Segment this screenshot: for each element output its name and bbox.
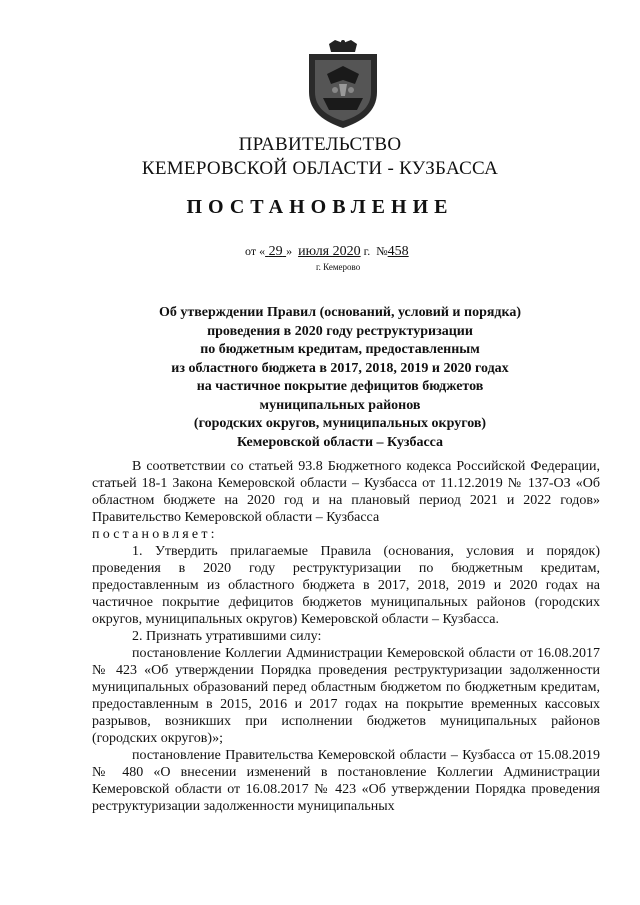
number-prefix: № [376, 244, 388, 258]
date-mid: » [286, 244, 293, 258]
title-line: по бюджетным кредитам, предоставленным [200, 342, 480, 357]
title-line: (городских округов, муниципальных округов) [193, 416, 487, 431]
title-line: на частичное покрытие дефицитов бюджетов [196, 379, 484, 394]
body-paragraph-preamble: В соответствии со статьей 93.8 Бюджетного кодекса Российской Федерации, статьей 18-1 Закона Кемеровской области – Кузбасса от 11.12.2019 № 137-ОЗ «Об областном бюджете на 2020 год и на плановый период 2021 и 2022 годов» Правительство Кемеровской области – Кузбасса [92, 459, 600, 525]
body-paragraph-repealed-2: постановление Правительства Кемеровской области – Кузбасса от 15.08.2019 № 480 «О внесении изменений в постановление Коллегии Администрации Кемеровской области от 16.08.2017 № 423 «Об утверждении Порядка проведения реструктуризации задолженности муниципальных [92, 748, 600, 814]
title-line: муниципальных районов [259, 397, 421, 413]
title-line: Кемеровской области – Кузбасса [236, 434, 444, 450]
title-line: из областного бюджета в 2017, 2018, 2019 и 2020 годах [171, 360, 509, 376]
document-type-heading: ПОСТАНОВЛЕНИЕ [186, 196, 454, 218]
date-month: июля 2020 [298, 244, 361, 259]
date-prefix: от « [245, 244, 266, 258]
document-body [92, 458, 600, 815]
date-day: 29 [268, 244, 283, 259]
government-name-line1: ПРАВИТЕЛЬСТВО [238, 134, 402, 155]
date-year-suffix: г. [363, 244, 371, 258]
city-label: г. Кемерово [316, 262, 361, 272]
document-number: 458 [387, 244, 409, 259]
body-paragraph-item2: 2. Признать утратившими силу: [132, 629, 322, 644]
body-paragraph-item1: 1. Утвердить прилагаемые Правила (основания, условия и порядок) проведения в 2020 году реструктуризации по бюджетным кредитам, предоставленным из областного бюджета в 2017, 2018, 2019 и 2020 годах на частичное покрытие дефицитов бюджетов муниципальных районов (городских округов, муниципальных округов) Кемеровской области – Кузбасса. [92, 544, 600, 627]
document-title [110, 304, 570, 452]
date-number-line [245, 244, 409, 260]
title-line: Об утверждении Правил (оснований, условий и порядка) [158, 305, 522, 320]
body-paragraph-repealed-1: постановление Коллегии Администрации Кемеровской области от 16.08.2017 № 423 «Об утверждении Порядка проведения реструктуризации задолженности муниципальных образований перед областным бюджетом по бюджетным кредитам, предоставленным в 2015, 2016 и 2017 годах на покрытие временных кассовых разрывов, возникших при исполнении бюджетов муниципальных районов (городских округов)»; [92, 646, 600, 746]
coat-of-arms-emblem [305, 40, 381, 128]
body-resolves-word: постановляет: [92, 527, 218, 542]
government-name-line2: КЕМЕРОВСКОЙ ОБЛАСТИ - КУЗБАССА [141, 158, 499, 179]
title-line: проведения в 2020 году реструктуризации [207, 323, 473, 339]
